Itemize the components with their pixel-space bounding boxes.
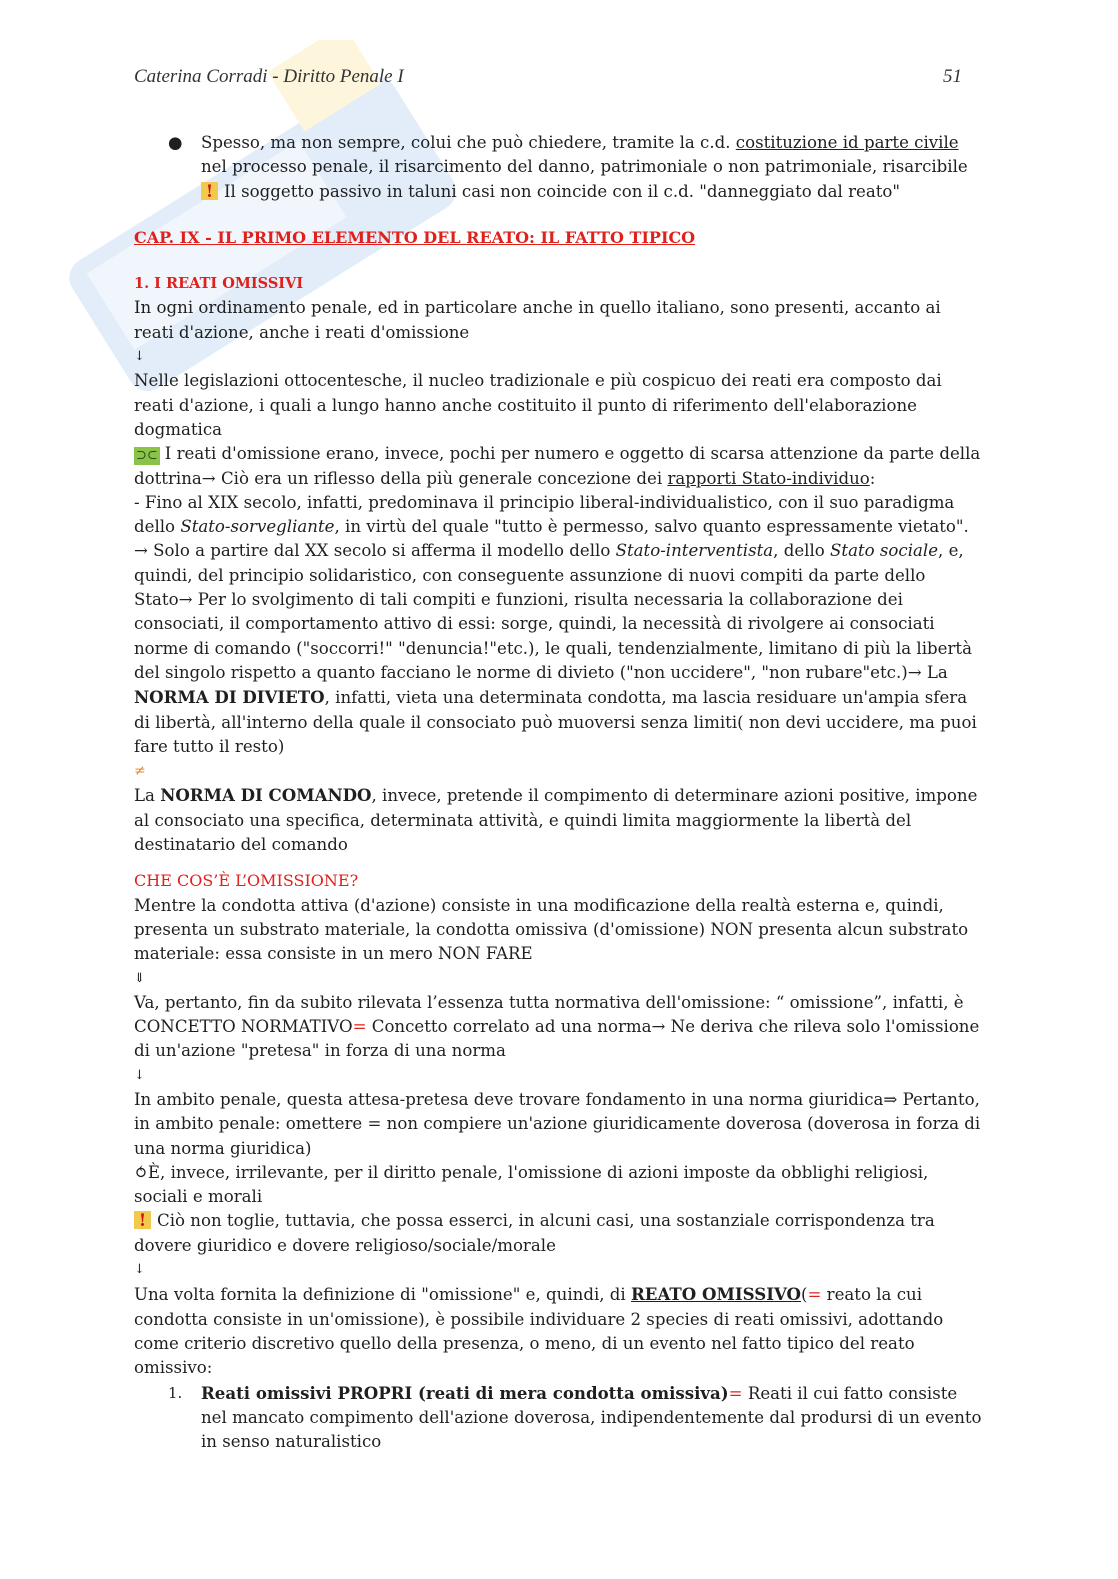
paragraph: Va, pertanto, fin da subito rilevata l’essenza tutta normativa dell'omissione: “ omissione”, infatti, è CONCETTO NORMATIVO= Concetto correlato ad una norma→ Ne deriva che rileva solo l'omissione di un'azione "pretesa" in forza di una norma [134, 992, 980, 1061]
chapter-title: CAP. IX - IL PRIMO ELEMENTO DEL REATO: IL FATTO TIPICO [134, 227, 696, 247]
section-title-omissione: CHE COS’È L’OMISSIONE? [134, 871, 359, 891]
header-title: Caterina Corradi - Diritto Penale I [134, 66, 404, 87]
document-body [134, 131, 984, 1454]
warning-text: Il soggetto passivo in taluni casi non coincide con il c.d. "danneggiato dal reato" [224, 181, 901, 201]
paragraph: ⊃⊂ I reati d'omissione erano, invece, pochi per numero e oggetto di scarsa attenzione da parte della dottrina→ Ciò era un riflesso della più generale concezione dei rapporti Stato-individuo: [134, 444, 981, 488]
list-item: 1. Reati omissivi PROPRI (reati di mera condotta omissiva)= Reati il cui fatto consiste nel mancato compimento dell'azione doverosa, indipendentemente dal prodursi di un evento in senso naturalistico [168, 1382, 982, 1452]
page-number: 51 [943, 66, 962, 87]
down-arrow-icon: ↓ [134, 1067, 145, 1083]
paragraph: In ogni ordinamento penale, ed in particolare anche in quello italiano, sono presenti, accanto ai reati d'azione, anche i reati d'omissione [134, 298, 941, 342]
page-header [134, 66, 962, 88]
bullet-icon: ● [168, 133, 183, 152]
underlined-term: costituzione id parte civile [735, 133, 959, 152]
paragraph: Mentre la condotta attiva (d'azione) consiste in una modificazione della realtà esterna e, quindi, presenta un substrato materiale, la condotta omissiva (d'omissione) NON presenta alcun substrato materiale: essa consiste in un mero NON FARE [134, 895, 969, 964]
down-arrow-icon: ↓ [134, 1262, 145, 1278]
not-equal-icon: ≠ [134, 763, 146, 780]
warning-icon: ! [134, 1211, 151, 1229]
paragraph: - Fino al XIX secolo, infatti, predominava il principio liberal-individualistico, con il suo paradigma dello Stato-sorvegliante, in virtù del quale "tutto è permesso, salvo quanto espressamente vietato". [134, 492, 969, 537]
paragraph: La NORMA DI COMANDO, invece, pretende il compimento di determinare azioni positive, impone al consociato una specifica, determinata attività, e quindi limita maggiormente la libertà del destinatario del comando [134, 785, 978, 855]
paragraph: Una volta fornita la definizione di "omissione" e, quindi, di REATO OMISSIVO(= reato la cui condotta consiste in un'omissione), è possibile individuare 2 species di reati omissivi, adottando come criterio discretivo quello della presenza, o meno, di un evento nel fatto tipico del reato omissivo: [134, 1284, 944, 1378]
double-down-arrow-icon: ⇓ [134, 970, 145, 986]
paragraph: ! Ciò non toglie, tuttavia, che possa esserci, in alcuni casi, una sostanziale corrispondenza tra dovere giuridico e dovere religioso/sociale/morale [134, 1210, 935, 1255]
section-title-reati-omissivi: 1. I REATI OMISSIVI [134, 275, 304, 293]
green-badge-icon: ⊃⊂ [136, 448, 158, 464]
down-arrow-icon: ↓ [134, 349, 145, 365]
paragraph: Nelle legislazioni ottocentesche, il nucleo tradizionale e più cospicuo dei reati era composto dai reati d'azione, i quali a lungo hanno anche costituito il punto di riferimento dell'elaborazione dogmatica [134, 371, 942, 439]
paragraph: ⥀È, invece, irrilevante, per il diritto penale, l'omissione di azioni imposte da obblighi religiosi, sociali e morali [134, 1162, 929, 1207]
warning-icon: ! [201, 182, 218, 200]
paragraph: In ambito penale, questa attesa-pretesa deve trovare fondamento in una norma giuridica⇒ Pertanto, in ambito penale: omettere = non compiere un'azione giuridicamente doverosa (doverosa in forza di una norma giuridica) [134, 1089, 981, 1158]
paragraph: → Solo a partire dal XX secolo si afferma il modello dello Stato-interventista, dello Stato sociale, e, quindi, del principio solidaristico, con conseguente assunzione di nuovi compiti da parte dello Stato→ Per lo svolgimento di tali compiti e funzioni, risulta necessaria la collaborazione dei consociati, il comportamento attivo di essi: sorge, quindi, la necessità di rivolgere ai consociati norme di comando ("soccorri!" "denuncia!"etc.), le quali, tendenzialmente, limitano di più la libertà del singolo rispetto a quanto facciano le norme di divieto ("non uccidere", "non rubare"etc.)→ La NORMA DI DIVIETO, infatti, vieta una determinata condotta, ma lascia residuare un'ampia sfera di libertà, all'interno della quale il consociato può muoversi senza limiti( non devi uccidere, ma puoi fare tutto il resto) [134, 541, 977, 756]
intro-bullet: ● Spesso, ma non sempre, colui che può chiedere, tramite la c.d. costituzione id parte civile nel processo penale, il risarcimento del danno, patrimoniale o non patrimoniale, risarcibile ! Il soggetto passivo in taluni casi non coincide con il c.d. "danneggiato dal reato" [168, 133, 968, 201]
